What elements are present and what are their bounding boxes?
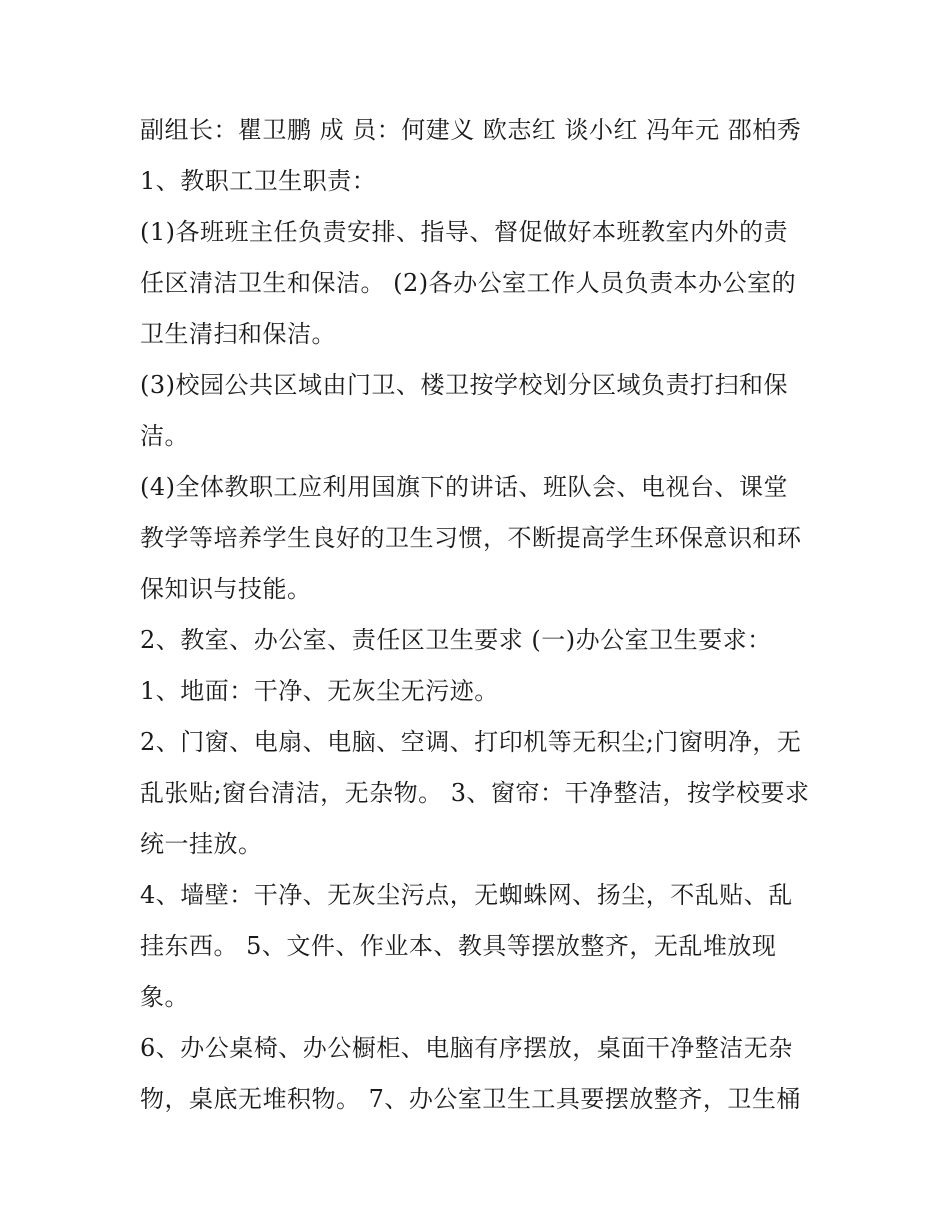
text-line: 2、门窗、电扇、电脑、空调、打印机等无积尘;门窗明净，无 xyxy=(140,728,802,756)
text-line: (1)各班班主任负责安排、指导、督促做好本班教室内外的责 xyxy=(140,218,788,246)
text-line: 任区清洁卫生和保洁。 (2)各办公室工作人员负责本办公室的 xyxy=(140,269,797,297)
text-line: 象。 xyxy=(140,983,189,1011)
text-line: 1、教职工卫生职责： xyxy=(140,167,377,195)
text-line: 统一挂放。 xyxy=(140,830,263,858)
text-line: (3)校园公共区域由门卫、楼卫按学校划分区域负责打扫和保 xyxy=(140,371,788,399)
text-line: 保知识与技能。 xyxy=(140,575,312,603)
text-line: 乱张贴;窗台清洁，无杂物。 3、窗帘：干净整洁，按学校要求 xyxy=(140,779,810,807)
text-line: 教学等培养学生良好的卫生习惯，不断提高学生环保意识和环 xyxy=(140,524,802,552)
text-line: (4)全体教职工应利用国旗下的讲话、班队会、电视台、课堂 xyxy=(140,473,788,501)
text-line: 1、地面：干净、无灰尘无污迹。 xyxy=(140,677,499,705)
text-line: 挂东西。 5、文件、作业本、教具等摆放整齐，无乱堆放现 xyxy=(140,932,777,960)
text-line: 卫生清扫和保洁。 xyxy=(140,320,336,348)
text-line: 副组长：瞿卫鹏 成 员：何建义 欧志红 谈小红 冯年元 邵柏秀 xyxy=(140,116,802,144)
text-line: 6、办公桌椅、办公橱柜、电脑有序摆放，桌面干净整洁无杂 xyxy=(140,1034,793,1062)
text-line: 2、教室、办公室、责任区卫生要求 (一)办公室卫生要求： xyxy=(140,626,772,654)
text-line: 洁。 xyxy=(140,422,189,450)
text-line: 4、墙壁：干净、无灰尘污点，无蜘蛛网、扬尘，不乱贴、乱 xyxy=(140,881,793,909)
text-line: 物，桌底无堆积物。 7、办公室卫生工具要摆放整齐，卫生桶 xyxy=(140,1085,801,1113)
document-body xyxy=(140,105,820,1125)
